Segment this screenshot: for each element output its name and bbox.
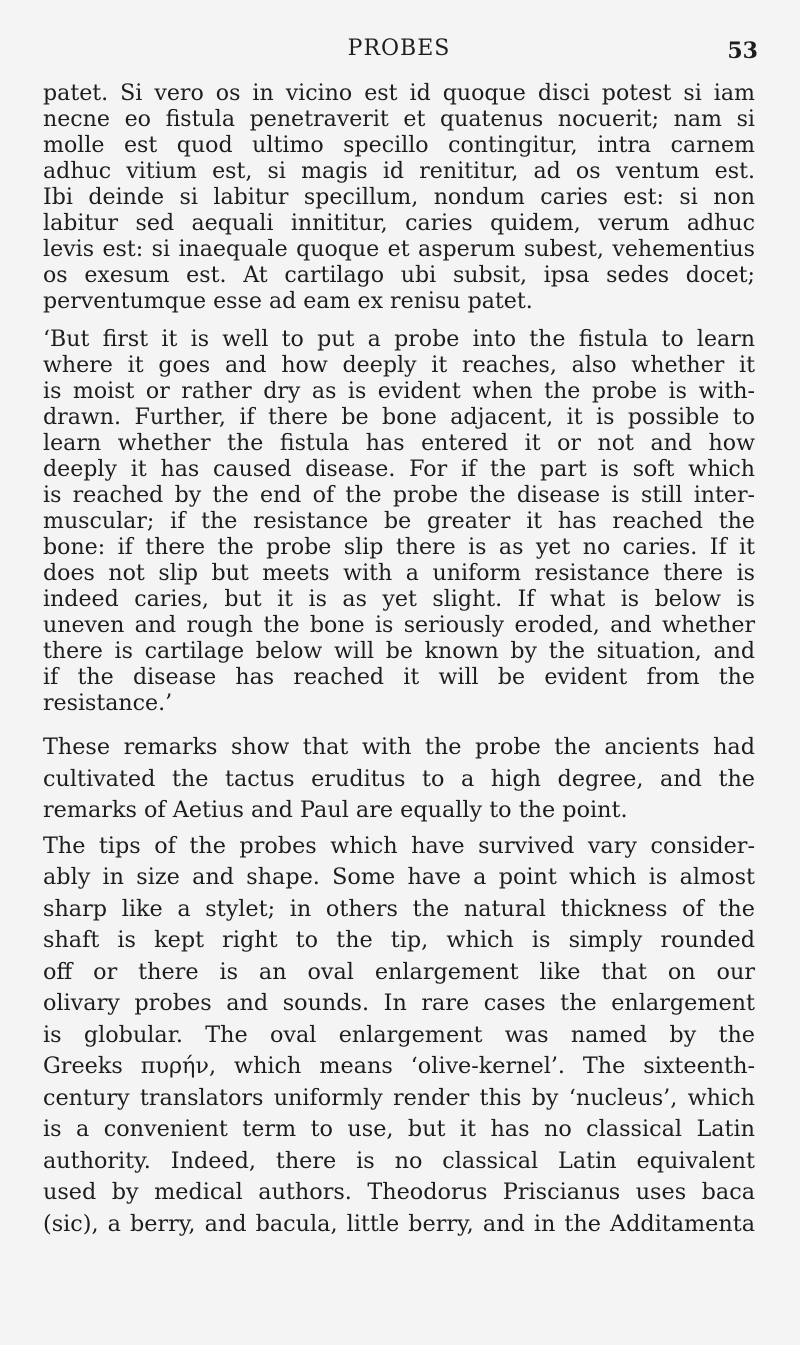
paragraph-probe-tips <box>43 831 755 1241</box>
text-line: patet. Si vero os in vicino est id quoque disci potest si iam <box>43 80 755 106</box>
text-line: molle est quod ultimo specillo contingitur, intra carnem <box>43 132 755 158</box>
text-line: remarks of Aetius and Paul are equally to the point. <box>43 797 628 823</box>
text-line: off or there is an oval enlargement like that on our <box>43 958 755 985</box>
text-line: labitur sed aequali innititur, caries quidem, verum adhuc <box>43 210 755 236</box>
text-line: Greeks πυρήν, which means ‘olive-kernel’. The sixteenth- <box>43 1053 755 1079</box>
text-line: century translators uniformly render this by ‘nucleus’, which <box>43 1084 755 1111</box>
text-line: is moist or rather dry as is evident when the probe is with- <box>43 378 755 404</box>
paragraph-remarks <box>43 732 755 827</box>
text-line: drawn. Further, if there be bone adjacent, it is possible to <box>43 404 755 430</box>
text-line: indeed caries, but it is as yet slight. If what is below is <box>43 586 755 612</box>
running-head: PROBES <box>347 36 451 61</box>
text-line: does not slip but meets with a uniform resistance there is <box>43 560 755 586</box>
text-line: there is cartilage below will be known by the situation, and <box>43 638 755 664</box>
text-line: learn whether the fistula has entered it or not and how <box>43 430 755 456</box>
text-line: resistance.’ <box>43 690 173 716</box>
text-line: authority. Indeed, there is no classical Latin equivalent <box>43 1147 755 1174</box>
paragraph-latin-quotation <box>43 80 755 314</box>
text-line: The tips of the probes which have survived vary consider- <box>43 832 755 859</box>
text-line: cultivated the tactus eruditus to a high degree, and the <box>43 765 755 792</box>
text-line: deeply it has caused disease. For if the part is soft which <box>43 456 755 482</box>
text-line: olivary probes and sounds. In rare cases the enlargement <box>43 990 755 1016</box>
text-line: if the disease has reached it will be evident from the <box>43 664 755 690</box>
text-line: is reached by the end of the probe the disease is still inter- <box>43 482 755 508</box>
text-line: necne eo fistula penetraverit et quatenus nocuerit; nam si <box>43 106 755 132</box>
text-line: where it goes and how deeply it reaches, also whether it <box>43 352 755 378</box>
page-header <box>43 28 758 80</box>
text-line: os exesum est. At cartilago ubi subsit, ipsa sedes docet; <box>43 262 755 288</box>
page-number: 53 <box>727 38 758 64</box>
text-line: bone: if there the probe slip there is as yet no caries. If it <box>43 534 755 560</box>
text-line: Ibi deinde si labitur specillum, nondum caries est: si non <box>43 184 755 210</box>
paragraph-english-translation <box>43 326 755 716</box>
text-line: ‘But first it is well to put a probe into the fistula to learn <box>43 326 755 352</box>
body-text <box>43 80 755 1240</box>
text-line: adhuc vitium est, si magis id renititur, ad os ventum est. <box>43 158 755 184</box>
text-line: (sic), a berry, and bacula, little berry, and in the Additamenta <box>43 1210 755 1237</box>
text-line: used by medical authors. Theodorus Priscianus uses baca <box>43 1179 755 1205</box>
text-line: is globular. The oval enlargement was named by the <box>43 1021 755 1048</box>
text-line: perventumque esse ad eam ex renisu patet. <box>43 288 533 314</box>
text-line: These remarks show that with the probe the ancients had <box>43 734 755 760</box>
text-line: is a convenient term to use, but it has no classical Latin <box>43 1116 755 1142</box>
text-line: uneven and rough the bone is seriously eroded, and whether <box>43 612 755 638</box>
text-line: ably in size and shape. Some have a point which is almost <box>43 864 755 890</box>
text-line: sharp like a stylet; in others the natural thickness of the <box>43 895 755 922</box>
text-line: shaft is kept right to the tip, which is simply rounded <box>43 927 755 953</box>
text-line: levis est: si inaequale quoque et asperum subest, vehementius <box>43 236 755 262</box>
text-line: muscular; if the resistance be greater it has reached the <box>43 508 755 534</box>
